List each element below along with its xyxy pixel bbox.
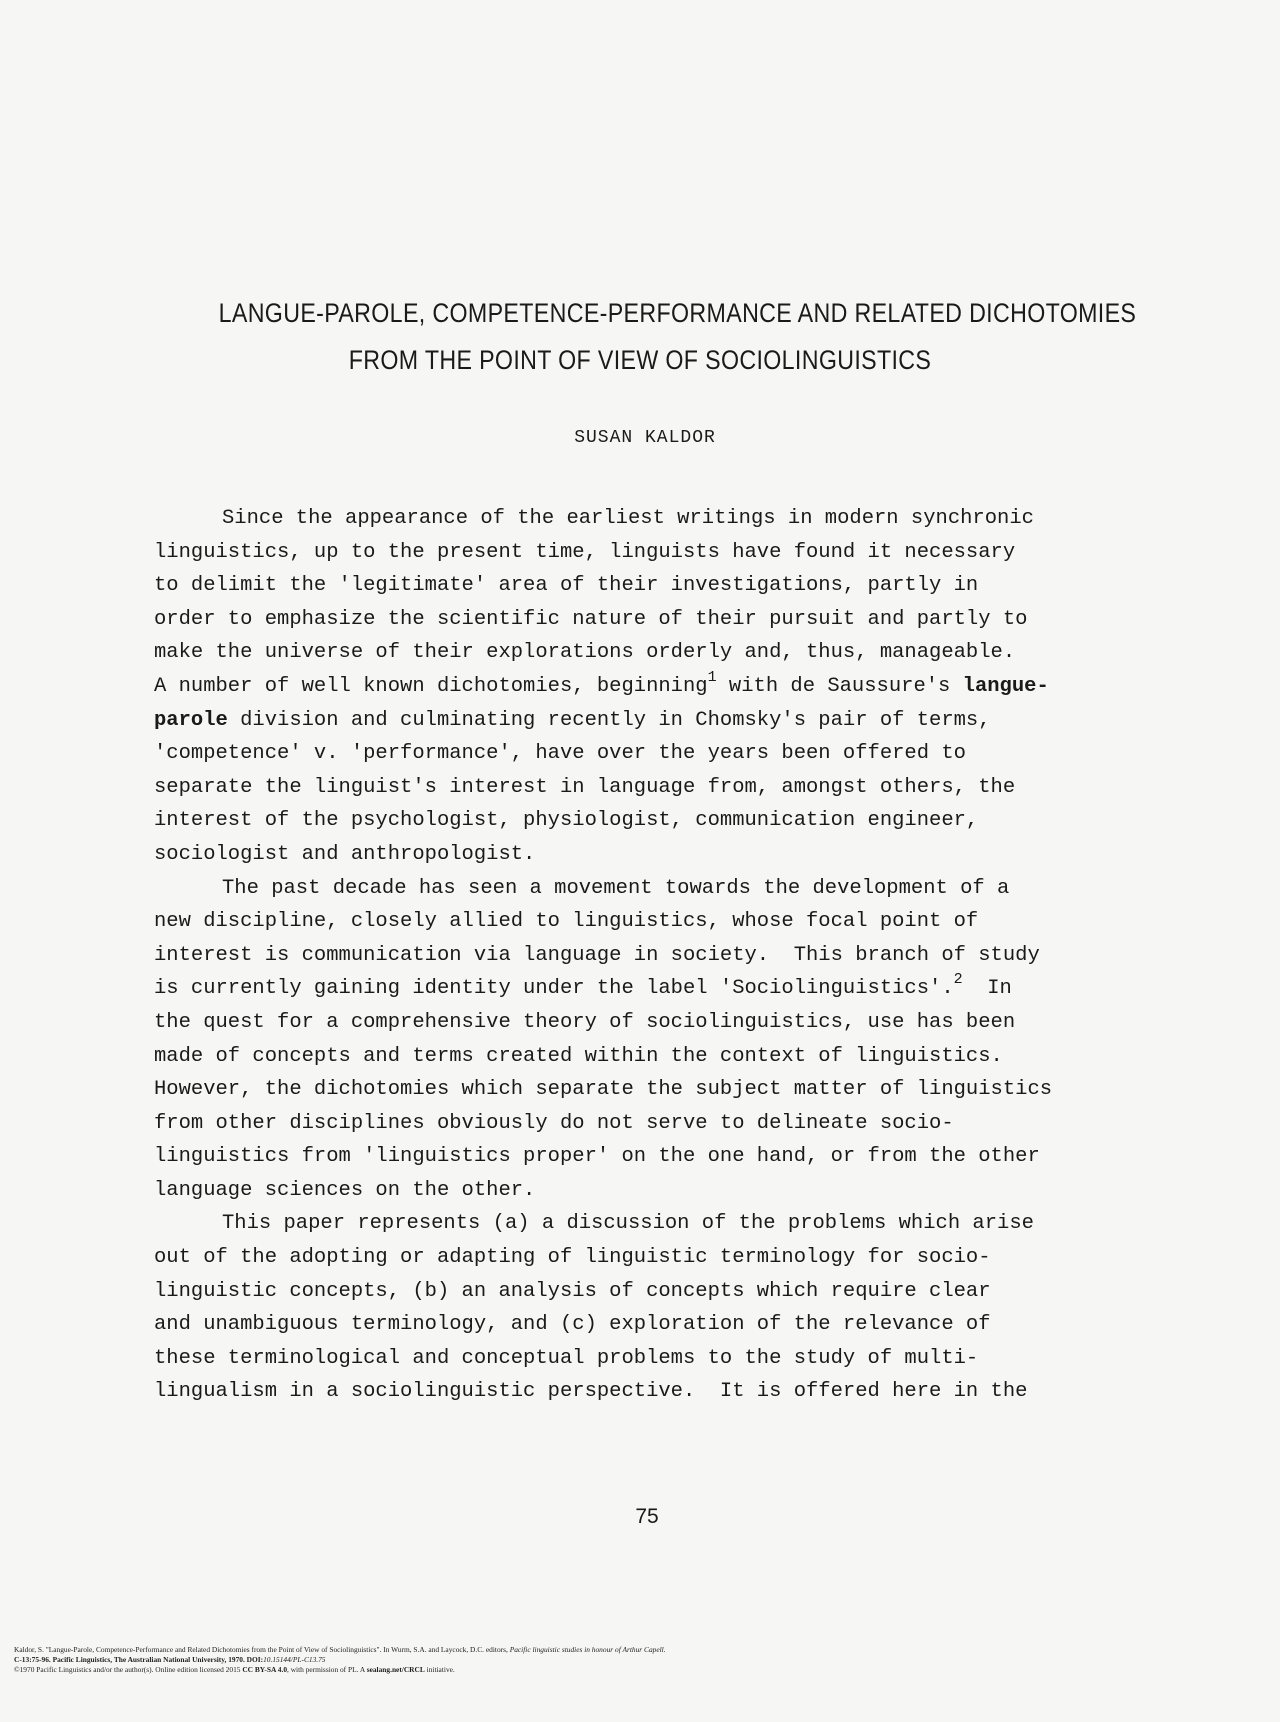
body-text bbox=[154, 502, 1154, 1409]
bold-term: parole bbox=[154, 708, 228, 732]
title-line-1: LANGUE-PAROLE, COMPETENCE-PERFORMANCE AND RELATED DICHOTOMIES bbox=[218, 298, 1137, 328]
text-line: 'competence' v. 'performance', have over the years been offered to bbox=[154, 742, 966, 766]
citation-line-2 bbox=[14, 1655, 1114, 1665]
text-line: from other disciplines obviously do not serve to delineate socio- bbox=[154, 1111, 954, 1135]
text-line: these terminological and conceptual problems to the study of multi- bbox=[154, 1346, 979, 1370]
citation-text: ©1970 Pacific Linguistics and/or the author(s). Online edition licensed 2015 bbox=[14, 1665, 243, 1674]
text-line: separate the linguist's interest in language from, amongst others, the bbox=[154, 775, 1016, 799]
text-span: A number of well known dichotomies, beginning bbox=[154, 674, 708, 698]
citation-doi: 10.15144/PL-C13.75 bbox=[263, 1655, 326, 1664]
text-line: However, the dichotomies which separate the subject matter of linguistics bbox=[154, 1078, 1053, 1102]
text-line bbox=[154, 704, 1154, 738]
text-line: linguistics, up to the present time, linguists have found it necessary bbox=[154, 540, 1016, 564]
text-line: linguistic concepts, (b) an analysis of concepts which require clear bbox=[154, 1279, 991, 1303]
text-span: division and culminating recently in Chomsky's pair of terms, bbox=[227, 708, 991, 732]
text-span: In bbox=[962, 977, 1012, 1001]
footnote-ref-1: 1 bbox=[707, 669, 717, 687]
text-span: is currently gaining identity under the label 'Sociolinguistics'. bbox=[154, 977, 954, 1001]
text-line bbox=[154, 670, 1154, 704]
text-line: The past decade has seen a movement towards the development of a bbox=[222, 876, 1010, 900]
license-label: CC BY-SA 4.0 bbox=[242, 1665, 288, 1674]
bold-term: langue- bbox=[962, 674, 1049, 698]
citation-text: Kaldor, S. "Langue-Parole, Competence-Performance and Related Dichotomies from the Point of View of Sociolinguistics". In Wurm, S.A. and Laycock, D.C. editors, bbox=[14, 1645, 510, 1654]
text-line: linguistics from 'linguistics proper' on the one hand, or from the other bbox=[154, 1145, 1040, 1169]
page-number: 75 bbox=[635, 1505, 659, 1528]
text-line: and unambiguous terminology, and (c) exploration of the relevance of bbox=[154, 1313, 991, 1337]
text-line: new discipline, closely allied to linguistics, whose focal point of bbox=[154, 910, 979, 934]
text-line: language sciences on the other. bbox=[154, 1178, 536, 1202]
paper-title bbox=[218, 290, 1137, 384]
text-line: order to emphasize the scientific nature of their pursuit and partly to bbox=[154, 607, 1028, 631]
text-line: interest is communication via language in society. This branch of study bbox=[154, 943, 1040, 967]
citation-footer bbox=[14, 1645, 1114, 1675]
citation-line-1 bbox=[14, 1645, 1114, 1655]
title-line-2: FROM THE POINT OF VIEW OF SOCIOLINGUISTICS bbox=[348, 345, 932, 375]
text-line bbox=[154, 972, 1154, 1006]
text-line: make the universe of their explorations orderly and, thus, manageable. bbox=[154, 641, 1016, 665]
text-span: with de Saussure's bbox=[716, 674, 963, 698]
citation-text: , with permission of PL. A bbox=[287, 1665, 367, 1674]
text-line: sociologist and anthropologist. bbox=[154, 842, 536, 866]
text-line: to delimit the 'legitimate' area of their investigations, partly in bbox=[154, 574, 979, 598]
citation-line-3 bbox=[14, 1665, 1114, 1675]
text-line: Since the appearance of the earliest writings in modern synchronic bbox=[222, 507, 1034, 530]
citation-text: C-13:75-96. Pacific Linguistics, The Australian National University, 1970. DOI: bbox=[14, 1655, 264, 1664]
citation-text: initiative. bbox=[424, 1665, 455, 1674]
text-line: made of concepts and terms created within the context of linguistics. bbox=[154, 1044, 1003, 1068]
text-line: lingualism in a sociolinguistic perspective. It is offered here in the bbox=[154, 1380, 1028, 1404]
citation-book-title: Pacific linguistic studies in honour of Arthur Capell. bbox=[509, 1645, 666, 1654]
text-line: out of the adopting or adapting of linguistic terminology for socio- bbox=[154, 1246, 991, 1270]
sealang-link[interactable]: sealang.net/CRCL bbox=[366, 1665, 425, 1674]
author-name: SUSAN KALDOR bbox=[574, 428, 716, 448]
text-line: interest of the psychologist, physiologist, communication engineer, bbox=[154, 809, 979, 833]
footnote-ref-2: 2 bbox=[953, 971, 963, 989]
text-line: the quest for a comprehensive theory of sociolinguistics, use has been bbox=[154, 1010, 1016, 1034]
text-line: This paper represents (a) a discussion of the problems which arise bbox=[222, 1212, 1034, 1236]
